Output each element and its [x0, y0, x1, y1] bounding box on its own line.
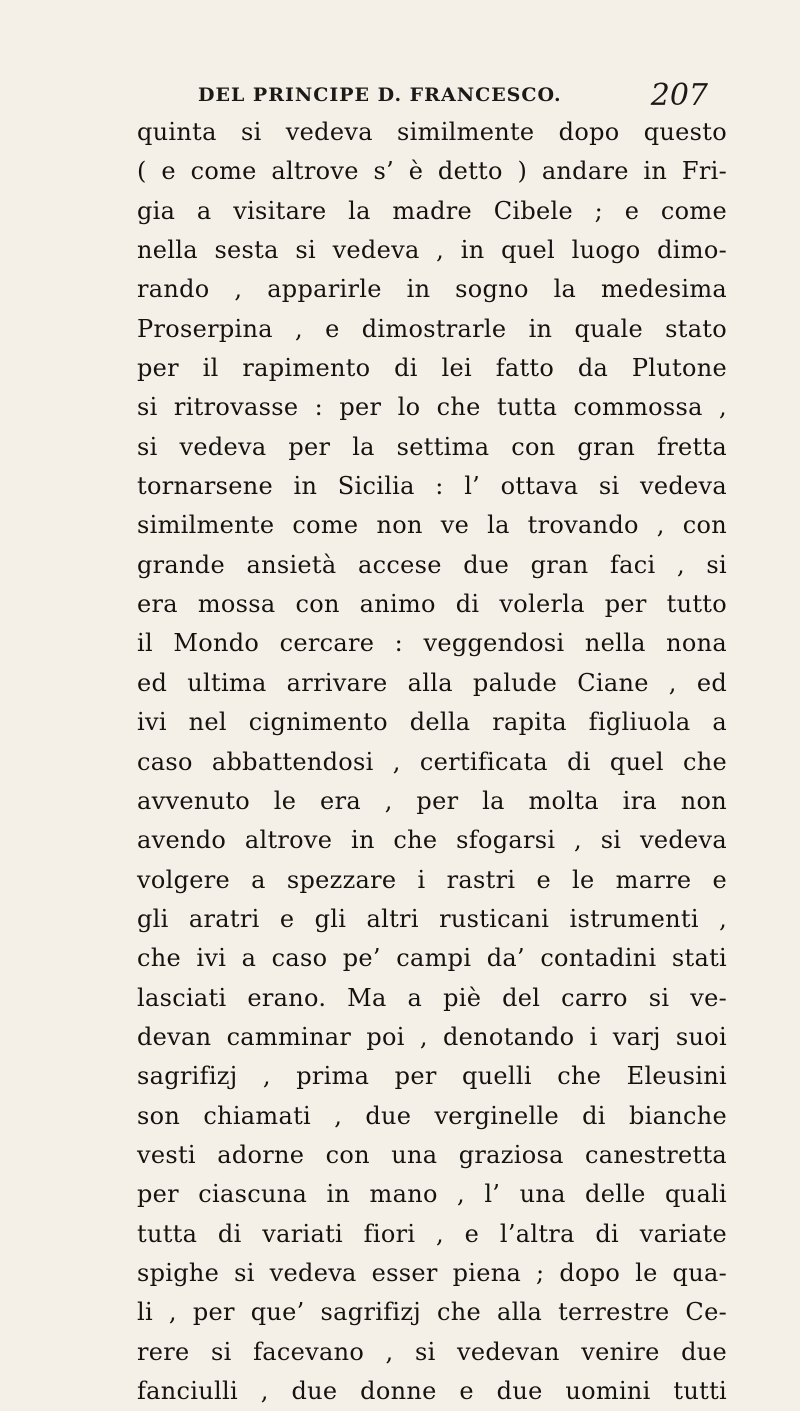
- body-text: [137, 113, 727, 1411]
- page-number: 207: [650, 78, 708, 113]
- text-line: tutta di variati fiori , e l’altra di variate: [137, 1219, 727, 1248]
- text-line: ivi nel cignimento della rapita figliuola a: [137, 708, 727, 737]
- text-line: tornarsene in Sicilia : l’ ottava si vedeva: [137, 472, 727, 501]
- text-line: vesti adorne con una graziosa canestretta: [137, 1140, 727, 1169]
- text-line: si vedeva per la settima con gran fretta: [137, 432, 727, 461]
- text-line: grande ansietà accese due gran faci , si: [137, 550, 727, 579]
- text-line: lasciati erano. Ma a piè del carro si ve-: [137, 983, 727, 1012]
- running-title: DEL PRINCIPE D. FRANCESCO.: [198, 84, 562, 106]
- text-line: li , per que’ sagrifizj che alla terrestre Ce-: [137, 1298, 727, 1327]
- text-line: sagrifizj , prima per quelli che Eleusini: [137, 1062, 727, 1091]
- text-line: avendo altrove in che sfogarsi , si vedeva: [137, 826, 727, 855]
- text-line: gli aratri e gli altri rusticani istrumenti ,: [137, 904, 727, 933]
- text-line: che ivi a caso pe’ campi da’ contadini stati: [137, 944, 727, 973]
- text-line: Proserpina , e dimostrarle in quale stato: [137, 314, 727, 343]
- text-line: spighe si vedeva esser piena ; dopo le qua-: [137, 1258, 727, 1287]
- text-line: il Mondo cercare : veggendosi nella nona: [137, 629, 727, 658]
- text-line: fanciulli , due donne e due uomini tutti: [137, 1377, 727, 1405]
- text-line: volgere a spezzare i rastri e le marre e: [137, 865, 727, 894]
- text-line: avvenuto le era , per la molta ira non: [137, 786, 727, 815]
- text-line: rando , apparirle in sogno la medesima: [137, 275, 727, 304]
- text-line: similmente come non ve la trovando , con: [137, 511, 727, 540]
- text-line: era mossa con animo di volerla per tutto: [137, 590, 727, 619]
- text-line: per ciascuna in mano , l’ una delle quali: [137, 1180, 727, 1209]
- text-line: ed ultima arrivare alla palude Ciane , ed: [137, 668, 727, 697]
- text-line: gia a visitare la madre Cibele ; e come: [137, 196, 727, 225]
- text-line: rere si facevano , si vedevan venire due: [137, 1337, 727, 1366]
- text-line: per il rapimento di lei fatto da Plutone: [137, 354, 727, 383]
- text-line: devan camminar poi , denotando i varj suoi: [137, 1022, 727, 1051]
- text-line: quinta si vedeva similmente dopo questo: [137, 118, 727, 146]
- running-head: [198, 78, 708, 118]
- text-line: son chiamati , due verginelle di bianche: [137, 1101, 727, 1130]
- text-line: ( e come altrove s’ è detto ) andare in Fri-: [137, 157, 727, 186]
- text-line: nella sesta si vedeva , in quel luogo dimo-: [137, 236, 727, 265]
- text-line: caso abbattendosi , certificata di quel che: [137, 747, 727, 776]
- text-line: si ritrovasse : per lo che tutta commossa ,: [137, 393, 727, 422]
